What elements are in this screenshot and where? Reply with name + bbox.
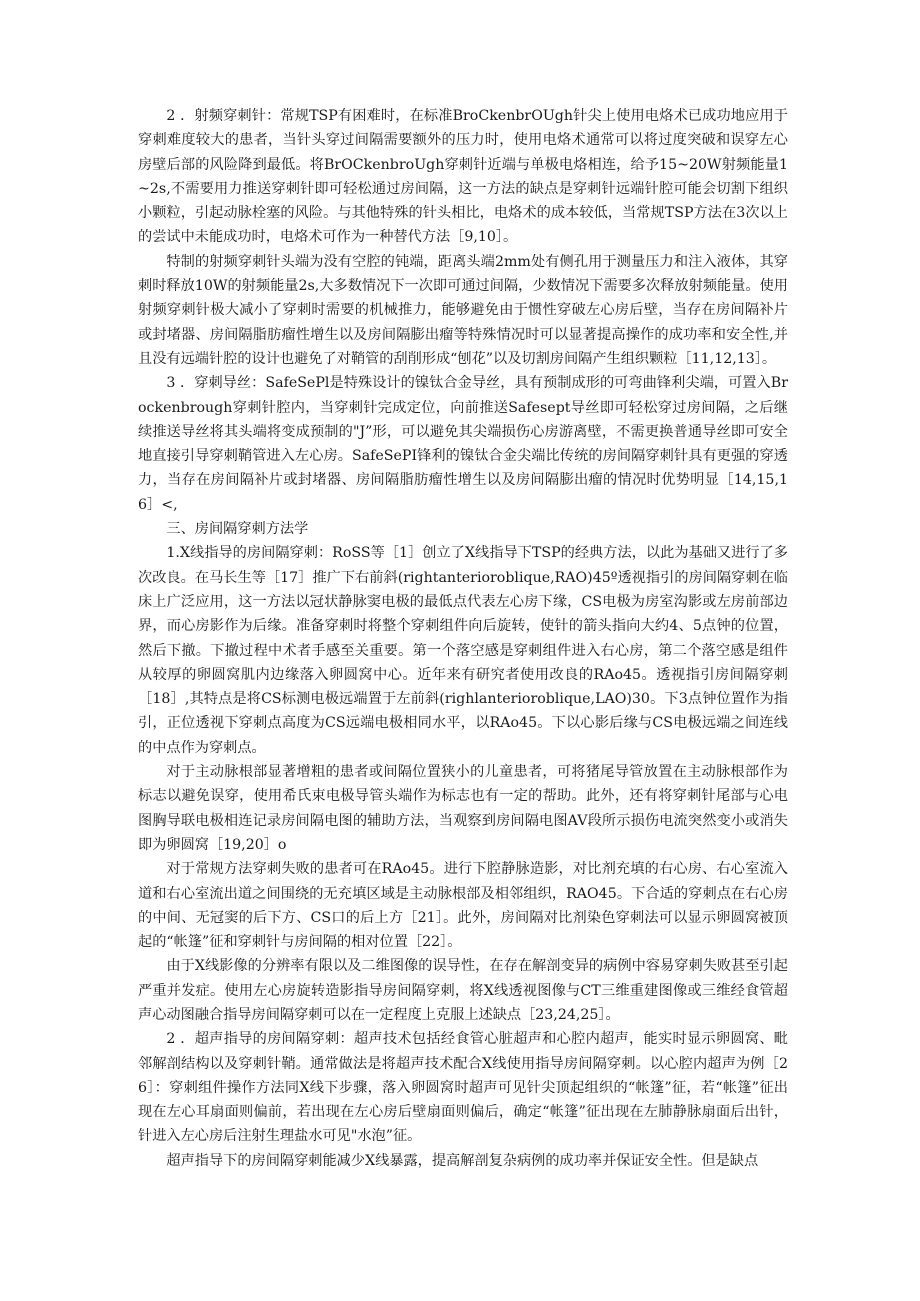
- paragraph-special-rf-needle: 特制的射频穿刺针头端为没有空腔的钝端，距离头端2mm处有侧孔用于测量压力和注入液体，其穿刺时释放10W的射频能量2s,大多数情况下一次即可通过间隔，少数情况下需要多次释放射频能量。使用射频穿刺针极大减小了穿刺时需要的机械推力，能够避免由于惯性穿破左心房后壁，当存在房间隔补片或封堵器、房间隔脂肪瘤性增生以及房间隔膨出瘤等特殊情况时可以显著提高操作的成功率和安全性,并且没有远端针腔的设计也避免了对鞘管的刮削形成“刨花”以及切割房间隔产生组织颗粒［11,12,13］。: [138, 253, 788, 367]
- paragraph-imaging-limits: 由于X线影像的分辨率有限以及二维图像的误导性，在存在解剖变异的病例中容易穿刺失败甚至引起严重并发症。使用左心房旋转造影指导房间隔穿刺，将X线透视图像与CT三维重建图像或三维经食管超声心动图融合指导房间隔穿刺可以在一定程度上克服上述缺点［23,24,25］。: [138, 958, 788, 1023]
- paragraph-failed-puncture: 对于常规方法穿刺失败的患者可在RAo45。进行下腔静脉造影，对比剂充填的右心房、右心室流入道和右心室流出道之间围绕的无充填区域是主动脉根部及相邻组织，RAO45。下合适的穿刺点在右心房的中间、无冠窦的后下方、CS口的后上方［21］。此外，房间隔对比剂染色穿刺法可以显示卵圆窝被顶起的“帐篷”征和穿刺针与房间隔的相对位置［22］。: [138, 861, 788, 951]
- paragraph-xray-guided: 1.X线指导的房间隔穿刺：RoSS等［1］创立了X线指导下TSP的经典方法，以此为基础又进行了多次改良。在马长生等［17］推广下右前斜(rightanterioroblique,RAO)45º透视指引的房间隔穿刺在临床上广泛应用，这一方法以冠状静脉窦电极的最低点代表左心房下缘，CS电极为房室沟影或左房前部边界，而心房影作为后缘。准备穿刺时将整个穿刺组件向后旋转，使针的箭头指向大约4、5点钟的位置，然后下撤。下撤过程中术者手感至关重要。第一个落空感是穿刺组件进入右心房，第二个落空感是组件从较厚的卵圆窝肌内边缘落入卵圆窝中心。近年来有研究者使用改良的RAo45。透视指引房间隔穿刺［18］,其特点是将CS标测电极远端置于左前斜(righlanterioroblique,LAO)30。下3点钟位置作为指引，正位透视下穿刺点高度为CS远端电极相同水平，以RAo45。下以心影后缘与CS电极远端之间连线的中点作为穿刺点。: [138, 545, 788, 756]
- paragraph-rf-needle: 2 ．射频穿刺针：常规TSP有困难时，在标准BroCkenbrOUgh针尖上使用电烙术已成功地应用于穿刺难度较大的患者，当针头穿过间隔需要额外的压力时，使用电烙术通常可以将过度突破和误穿左心房壁后部的风险降到最低。将BrOCkenbroUgh穿刺针近端与单极电烙相连，给予15~20W射频能量1~2s,不需要用力推送穿刺针即可轻松通过房间隔，这一方法的缺点是穿刺针远端针腔可能会切割下组织小颗粒，引起动脉栓塞的风险。与其他特殊的针头相比，电烙术的成本较低，当常规TSP方法在3次以上的尝试中未能成功时，电烙术可作为一种替代方法［9,10］。: [138, 108, 788, 246]
- section-heading-methodology: 三、房间隔穿刺方法学: [166, 521, 309, 538]
- document-body: [138, 104, 788, 1173]
- paragraph-guidewire: 3 ．穿刺导丝：SafeSePl是特殊设计的镍钛合金导丝，具有预制成形的可弯曲锋利尖端，可置入Brockenbrough穿刺针腔内，当穿刺针完成定位，向前推送Safesept导丝即可轻松穿过房间隔，之后继续推送导丝将其头端将变成预制的"J”形，可以避免其尖端损伤心房游离壁，不需更换普通导丝即可安全地直接引导穿刺鞘管进入左心房。SafeSePI锋利的镍钛合金尖端比传统的房间隔穿刺针具有更强的穿透力，当存在房间隔补片或封堵器、房间隔脂肪瘤性增生以及房间隔膨出瘤的情况时优势明显［14,15,16］<,: [138, 375, 788, 513]
- paragraph-ultrasound-advantages: 超声指导下的房间隔穿刺能减少X线暴露，提高解剖复杂病例的成功率并保证安全性。但是缺点: [166, 1152, 759, 1169]
- paragraph-ultrasound-guided: 2 ．超声指导的房间隔穿刺：超声技术包括经食管心脏超声和心腔内超声，能实时显示卵圆窝、毗邻解剖结构以及穿刺针鞘。通常做法是将超声技术配合X线使用指导房间隔穿刺。以心腔内超声为例［26］：穿刺组件操作方法同X线下步骤，落入卵圆窝时超声可见针尖顶起组织的“帐篷”征，若“帐篷”征出现在左心耳扇面则偏前，若出现在左心房后壁扇面则偏后，确定“帐篷”征出现在左肺静脉扇面后出针，针进入左心房后注射生理盐水可见"水泡”征。: [138, 1031, 788, 1145]
- paragraph-aortic-root: 对于主动脉根部显著增粗的患者或间隔位置狭小的儿童患者，可将猪尾导管放置在主动脉根部作为标志以避免误穿，使用希氏束电极导管头端作为标志也有一定的帮助。此外，还有将穿刺针尾部与心电图胸导联电极相连记录房间隔电图的辅助方法，当观察到房间隔电图AV段所示损伤电流突然变小或消失即为卵圆窝［19,20］o: [138, 764, 788, 853]
